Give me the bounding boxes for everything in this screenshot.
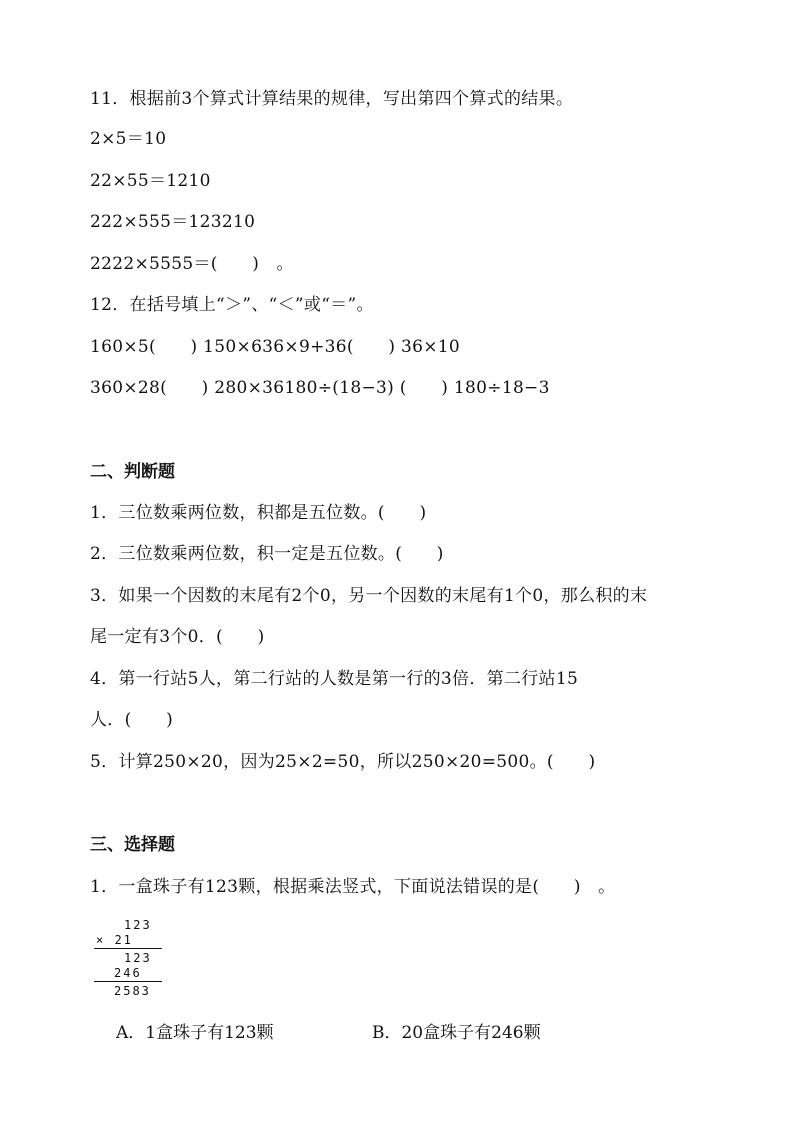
vertical-result: 2583 [114, 984, 151, 998]
vertical-multiplication [90, 916, 180, 1000]
q11-equation-2: 22×55＝1210 [90, 171, 211, 191]
vertical-partial-1: 123 [124, 951, 152, 965]
vertical-multiplier: × 21 [96, 933, 133, 947]
judge-item-5: 5．计算250×20，因为25×2=50，所以250×20=500。( ) [90, 752, 596, 772]
judge-item-4-cont: 人．( ) [90, 710, 174, 730]
q12-line-1: 160×5( ) 150×636×9+36( ) 36×10 [90, 337, 461, 357]
q11-equation-3: 222×555＝123210 [90, 212, 256, 232]
q11-equation-1: 2×5＝10 [90, 129, 167, 149]
q12-line-2: 360×28( ) 280×36180÷(18−3) ( ) 180÷18−3 [90, 378, 550, 398]
vertical-rule-1 [94, 948, 162, 949]
option-a: A．1盒珠子有123颗 [116, 1023, 274, 1043]
judge-item-3: 3．如果一个因数的末尾有2个0，另一个因数的末尾有1个0，那么积的末 [90, 586, 648, 606]
judge-item-1: 1．三位数乘两位数，积都是五位数。( ) [90, 503, 427, 523]
judge-item-4: 4．第一行站5人，第二行站的人数是第一行的3倍．第二行站15 [90, 669, 579, 689]
judge-item-3-cont: 尾一定有3个0．( ) [90, 627, 265, 647]
question-11-title: 11．根据前3个算式计算结果的规律，写出第四个算式的结果。 [90, 89, 574, 109]
vertical-rule-2 [94, 981, 162, 982]
option-b: B．20盒珠子有246颗 [372, 1023, 541, 1043]
section-heading-choice: 三、选择题 [90, 835, 175, 855]
section-heading-judge: 二、判断题 [90, 462, 175, 482]
question-12-title: 12．在括号填上“＞”、“＜”或“＝”。 [90, 295, 374, 315]
q11-equation-4: 2222×5555＝( ) 。 [90, 254, 294, 274]
judge-item-2: 2．三位数乘两位数，积一定是五位数。( ) [90, 544, 444, 564]
choice-question-1: 1．一盒珠子有123颗，根据乘法竖式，下面说法错误的是( ) 。 [90, 877, 616, 897]
vertical-partial-2: 246 [114, 966, 142, 980]
vertical-multiplicand: 123 [124, 918, 152, 932]
